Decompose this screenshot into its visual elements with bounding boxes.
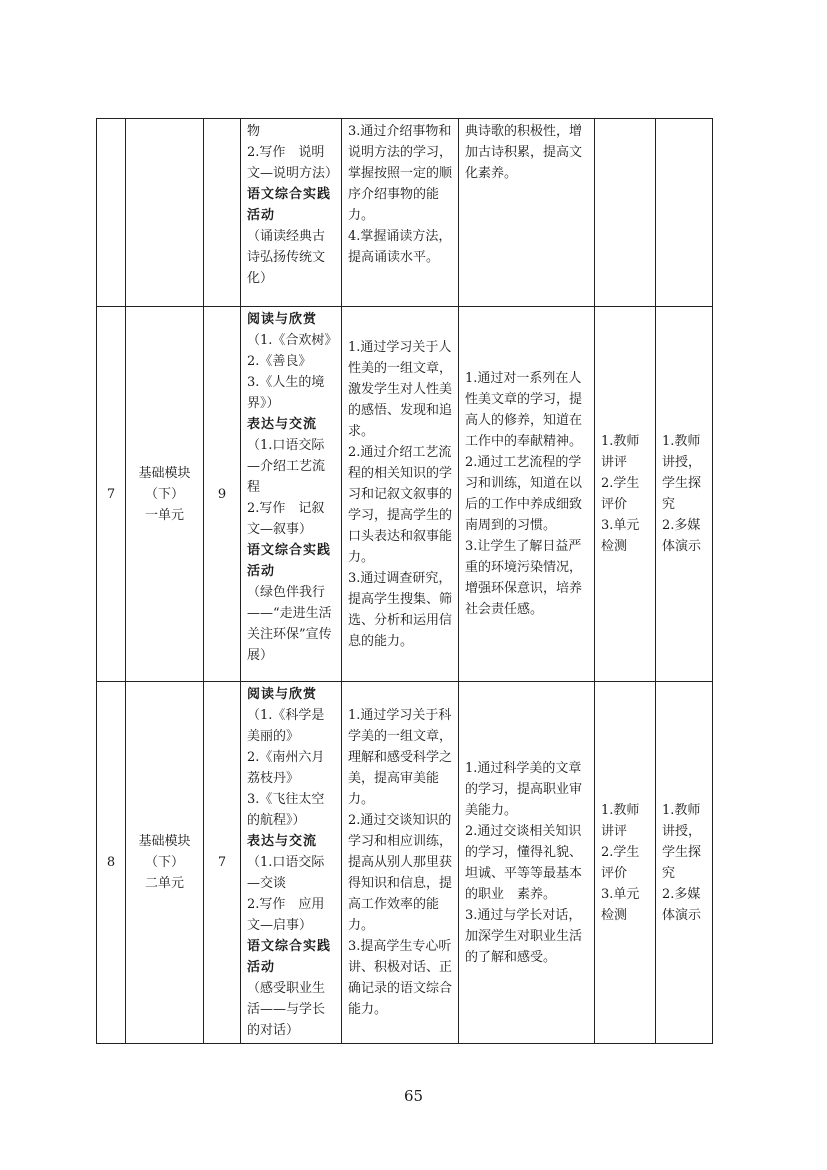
objectives-cell [342, 119, 459, 307]
hours-cell [204, 119, 241, 307]
cell-text: 3.《人生的境界》） [247, 375, 325, 411]
row-number-cell [97, 307, 126, 682]
cell-text: 2.写作 记叙文—叙事） [247, 501, 325, 537]
cell-text: 表达与交流 [247, 417, 318, 432]
evaluation-cell [595, 682, 656, 1044]
method-cell [656, 682, 713, 1044]
cell-text: 2.多媒体演示 [662, 886, 702, 923]
cell-text: 3.通过与学长对话，加深学生对职业生活的了解和感受。 [465, 907, 583, 965]
cell-text: 1.通过科学美的文章的学习，提高职业审美能力。 [465, 760, 583, 818]
cell-text: 4.掌握诵读方法，提高诵读水平。 [348, 229, 452, 265]
cell-text: 2.通过交谈知识的学习和相应训练，提高从别人那里获得知识和信息，提高工作效率的能力。 [348, 813, 453, 933]
content-cell [241, 682, 342, 1044]
cell-text: 语文综合实践活动 [247, 939, 332, 975]
cell-text: 1.通过学习关于科学美的一组文章，理解和感受科学之美，提高审美能力。 [348, 708, 453, 807]
cell-text: 8 [106, 855, 116, 870]
method-cell [656, 119, 713, 307]
cell-text: 2.写作 说明文—说明方法） [247, 145, 339, 181]
quality-cell [459, 682, 595, 1044]
cell-text: 1.教师讲授，学生探究 [662, 802, 702, 881]
cell-text: （1.《合欢树》 [247, 333, 338, 348]
table-row [97, 307, 713, 682]
module-cell [126, 119, 204, 307]
evaluation-cell [595, 119, 656, 307]
cell-text: 语文综合实践活动 [247, 543, 332, 579]
objectives-cell [342, 682, 459, 1044]
cell-text: 1.教师讲授，学生探究 [662, 434, 702, 512]
cell-text: 物 [247, 124, 261, 139]
cell-text: 3.通过调查研究，提高学生搜集、筛选、分析和运用信息的能力。 [348, 570, 453, 649]
cell-text: 2.学生评价 [601, 476, 640, 512]
hours-cell [204, 307, 241, 682]
hours-cell [204, 682, 241, 1044]
cell-text: 2.学生评价 [601, 844, 640, 881]
cell-text: 一单元 [144, 507, 184, 523]
cell-text: （1.口语交际—介绍工艺流程 [247, 438, 326, 495]
cell-text: 3.《飞往太空的航程》） [247, 792, 325, 828]
evaluation-cell [595, 307, 656, 682]
cell-text: 3.单元检测 [601, 886, 640, 923]
cell-text: 表达与交流 [247, 834, 318, 849]
cell-text: （诵读经典古诗弘扬传统文化） [247, 229, 326, 286]
table-row [97, 119, 713, 307]
content-cell [241, 119, 342, 307]
cell-text: 2.通过工艺流程的学习和训练，知道在以后的工作中养成细致南周到的习惯。 [465, 455, 583, 533]
cell-text: 3.单元检测 [601, 518, 640, 554]
cell-text: 1.通过对一系列在人性美文章的学习，提高人的修养，知道在工作中的奉献精神。 [465, 371, 583, 449]
cell-text: 3.提高学生专心听讲、积极对话、正确记录的语文综合能力。 [348, 939, 453, 1017]
content-cell [241, 307, 345, 682]
cell-text: 阅读与欣赏 [247, 312, 318, 327]
cell-text: （下） [144, 486, 184, 502]
cell-text: 2.写作 应用文—启事） [247, 897, 325, 933]
cell-text: （下） [144, 855, 184, 870]
table-row [97, 682, 713, 1044]
module-cell [126, 682, 204, 1044]
cell-text: 语文综合实践活动 [247, 187, 332, 223]
cell-text: 7 [217, 855, 227, 870]
cell-text: 2.《南州六月荔枝丹》 [247, 750, 325, 786]
module-cell [126, 307, 204, 682]
cell-text: 典诗歌的积极性，增加古诗积累，提高文化素养。 [465, 124, 583, 181]
quality-cell [459, 307, 595, 682]
cell-text: 1.通过学习关于人性美的一组文章，激发学生对人性美的感悟、发现和追求。 [348, 339, 453, 439]
cell-text: 基础模块 [138, 465, 191, 481]
cell-text: 2.多媒体演示 [662, 518, 702, 554]
row-number-cell [97, 119, 126, 307]
cell-text: 1.教师讲评 [601, 434, 640, 470]
cell-text: 2.通过介绍工艺流程的相关知识的学习和记叙文叙事的学习，提高学生的口头表达和叙事能力。 [348, 444, 453, 565]
cell-text: 3.让学生了解日益严重的环境污染情况，增强环保意识，培养社会责任感。 [465, 539, 583, 617]
cell-text: 7 [106, 486, 116, 502]
cell-text: （1.《科学是美丽的》 [247, 708, 325, 744]
cell-text: 3.通过介绍事物和说明方法的学习，掌握按照一定的顺序介绍事物的能力。 [348, 124, 453, 223]
cell-text: 二单元 [144, 876, 184, 891]
cell-text: 基础模块 [138, 834, 191, 849]
cell-text: 2.《善良》 [247, 354, 312, 369]
page-number: 65 [403, 1087, 424, 1105]
cell-text: （1.口语交际—交谈 [247, 855, 325, 891]
cell-text: （绿色伴我行——“走进生活 关注环保”宣传展） [247, 585, 345, 663]
objectives-cell [342, 307, 459, 682]
cell-text: 阅读与欣赏 [247, 687, 318, 702]
cell-text: 1.教师讲评 [601, 802, 640, 839]
curriculum-table [96, 118, 713, 1044]
cell-text: 9 [217, 486, 227, 502]
cell-text: 2.通过交谈相关知识的学习，懂得礼貌、坦诚、平等等最基本的职业 素养。 [465, 823, 583, 902]
method-cell [656, 307, 713, 682]
table-body [97, 119, 713, 1044]
cell-text: （感受职业生活——与学长的对话） [247, 981, 326, 1038]
quality-cell [459, 119, 595, 307]
row-number-cell [97, 682, 126, 1044]
